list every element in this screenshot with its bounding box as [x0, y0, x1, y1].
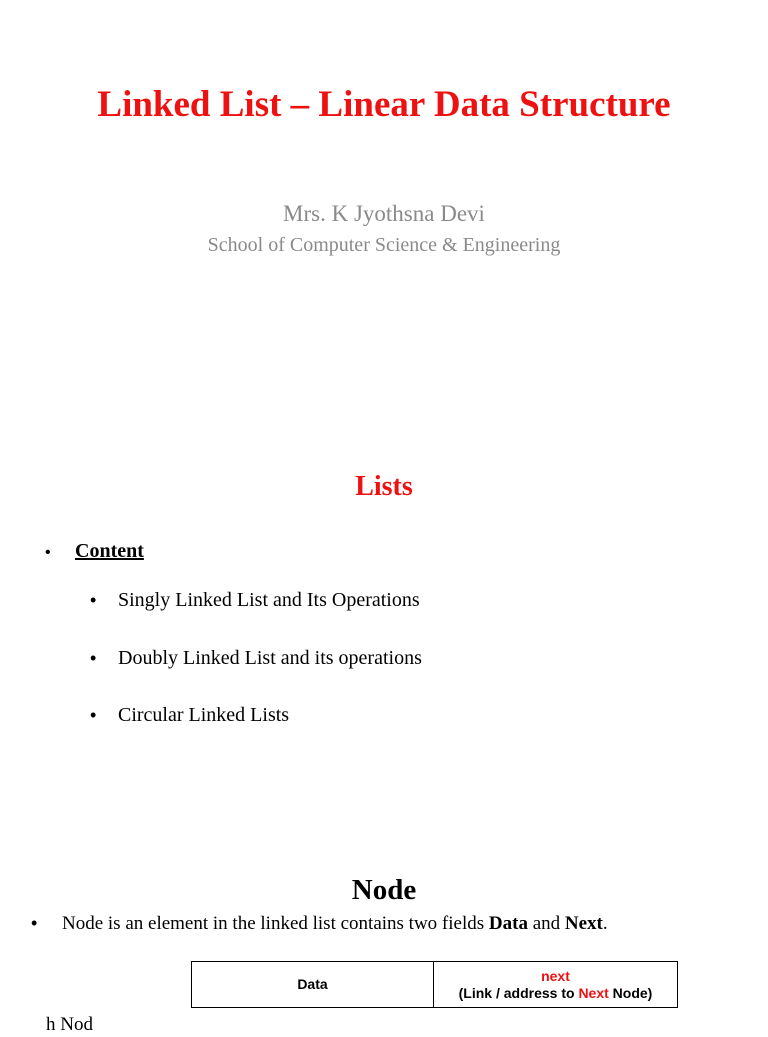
link-next-term: Next	[578, 984, 609, 1001]
list-item	[90, 645, 422, 671]
desc-data-term: Data	[488, 913, 528, 934]
bullet-icon: •	[90, 705, 97, 725]
next-field-description	[459, 985, 653, 1002]
desc-next-term: Next	[564, 913, 603, 934]
next-field-label: next	[541, 967, 570, 984]
author-name: Mrs. K Jyothsna Devi	[283, 201, 485, 226]
slide-title: Linked List – Linear Data Structure	[97, 84, 671, 125]
link-prefix: (Link / address to	[458, 984, 579, 1001]
node-description-text	[62, 912, 608, 936]
cutoff-text: h Nod	[46, 1014, 93, 1035]
desc-and: and	[527, 913, 565, 934]
bullet-icon: •	[90, 590, 97, 610]
list-item-label: Singly Linked List and Its Operations	[118, 589, 420, 611]
node-description	[31, 911, 608, 936]
content-label: Content	[75, 540, 144, 562]
link-suffix: Node)	[608, 984, 653, 1001]
data-field-cell	[192, 962, 434, 1007]
content-bullet	[45, 538, 144, 566]
list-item-label: Circular Linked Lists	[118, 704, 290, 726]
list-item	[90, 702, 289, 728]
desc-suffix: .	[602, 913, 608, 934]
desc-prefix: Node is an element in the linked list contains two fields	[62, 913, 489, 934]
list-item-label: Doubly Linked List and its operations	[118, 647, 422, 669]
school-name: School of Computer Science & Engineering	[207, 234, 561, 256]
node-heading: Node	[351, 874, 417, 906]
bullet-icon: •	[90, 648, 97, 668]
lists-heading: Lists	[355, 471, 413, 502]
bullet-icon: •	[45, 544, 51, 561]
data-field-label: Data	[297, 976, 328, 992]
list-item	[90, 587, 420, 613]
next-field-cell	[434, 962, 677, 1007]
node-diagram-table	[191, 961, 678, 1008]
bullet-icon: •	[31, 913, 38, 933]
